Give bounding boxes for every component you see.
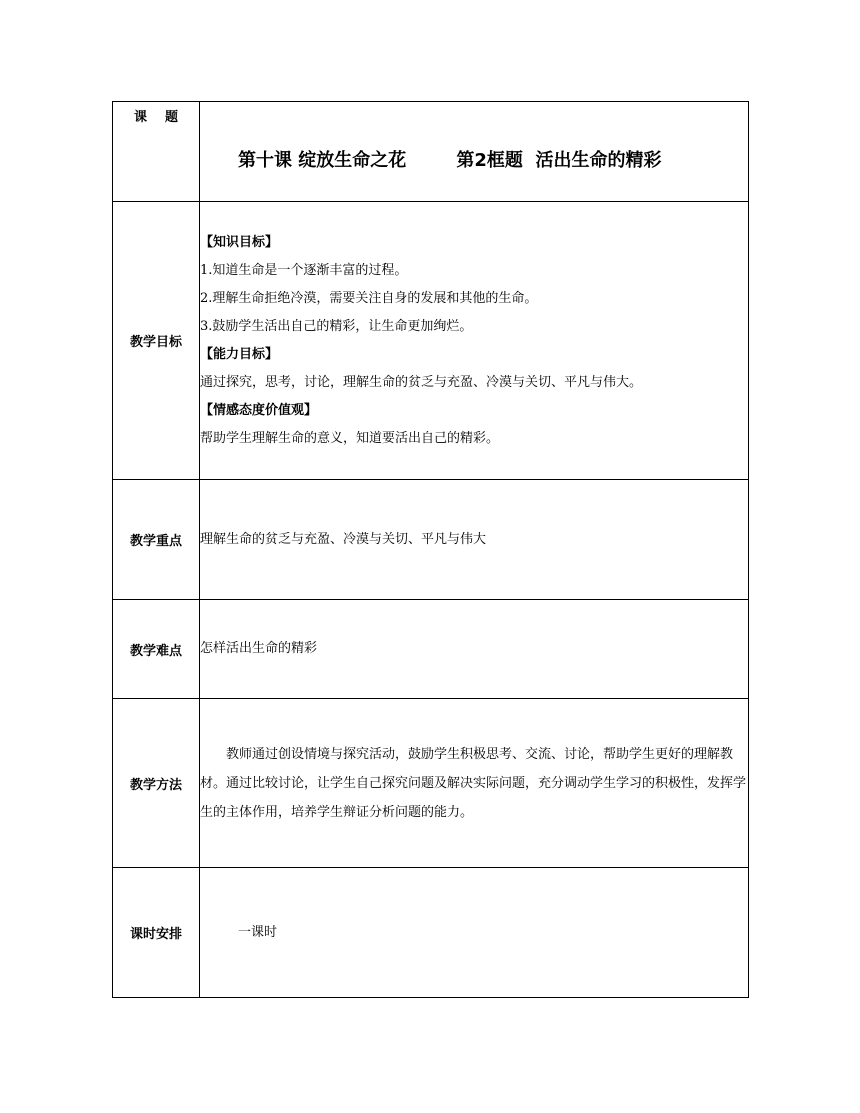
cell-methods	[200, 699, 749, 868]
lesson-plan-table	[112, 101, 749, 998]
emotion-heading: 【情感态度价值观】	[200, 402, 318, 418]
label-key-points	[113, 480, 200, 600]
knowledge-item-2: 2.理解生命拒绝冷漠，需要关注自身的发展和其他的生命。	[200, 290, 538, 306]
label-methods	[113, 699, 200, 868]
knowledge-item-1: 1.知道生命是一个逐渐丰富的过程。	[200, 262, 408, 278]
row-difficulties	[113, 600, 749, 699]
schedule-text: 一课时	[238, 924, 278, 940]
label-schedule	[113, 868, 200, 998]
label-topic-text: 课 题	[133, 110, 179, 125]
key-points-text: 理解生命的贫乏与充盈、冷漠与关切、平凡与伟大	[200, 531, 487, 547]
ability-text: 通过探究，思考，讨论，理解生命的贫乏与充盈、冷漠与关切、平凡与伟大。	[200, 374, 643, 390]
emotion-text: 帮助学生理解生命的意义，知道要活出自己的精彩。	[200, 430, 500, 446]
row-methods	[113, 699, 749, 868]
lesson-title: 第十课 绽放生命之花 第2框题 活出生命的精彩	[238, 149, 662, 171]
label-schedule-text: 课时安排	[129, 927, 182, 942]
methods-text: 教师通过创设情境与探究活动，鼓励学生积极思考、交流、讨论，帮助学生更好的理解教材。通过比较讨论，让学生自己探究问题及解决实际问题，充分调动学生学习的积极性，发挥学生的主体作用，培养学生辩证分析问题的能力。	[200, 746, 747, 820]
label-objectives-text: 教学目标	[129, 335, 182, 350]
knowledge-heading: 【知识目标】	[200, 234, 279, 250]
label-difficulties-text: 教学难点	[129, 643, 182, 659]
knowledge-item-3: 3.鼓励学生活出自己的精彩，让生命更加绚烂。	[200, 318, 473, 334]
cell-key-points	[200, 480, 749, 600]
difficulties-text: 怎样活出生命的精彩	[200, 641, 318, 656]
row-topic	[113, 102, 749, 202]
row-schedule	[113, 868, 749, 998]
ability-heading: 【能力目标】	[200, 346, 279, 362]
row-key-points	[113, 480, 749, 600]
row-objectives	[113, 202, 749, 480]
label-key-points-text: 教学重点	[129, 534, 182, 549]
label-methods-text: 教学方法	[129, 777, 182, 793]
cell-topic	[200, 102, 749, 202]
label-topic	[113, 102, 200, 202]
label-difficulties	[113, 600, 200, 699]
cell-objectives	[200, 202, 749, 480]
cell-schedule	[200, 868, 749, 998]
label-objectives	[113, 202, 200, 480]
cell-difficulties	[200, 600, 749, 699]
